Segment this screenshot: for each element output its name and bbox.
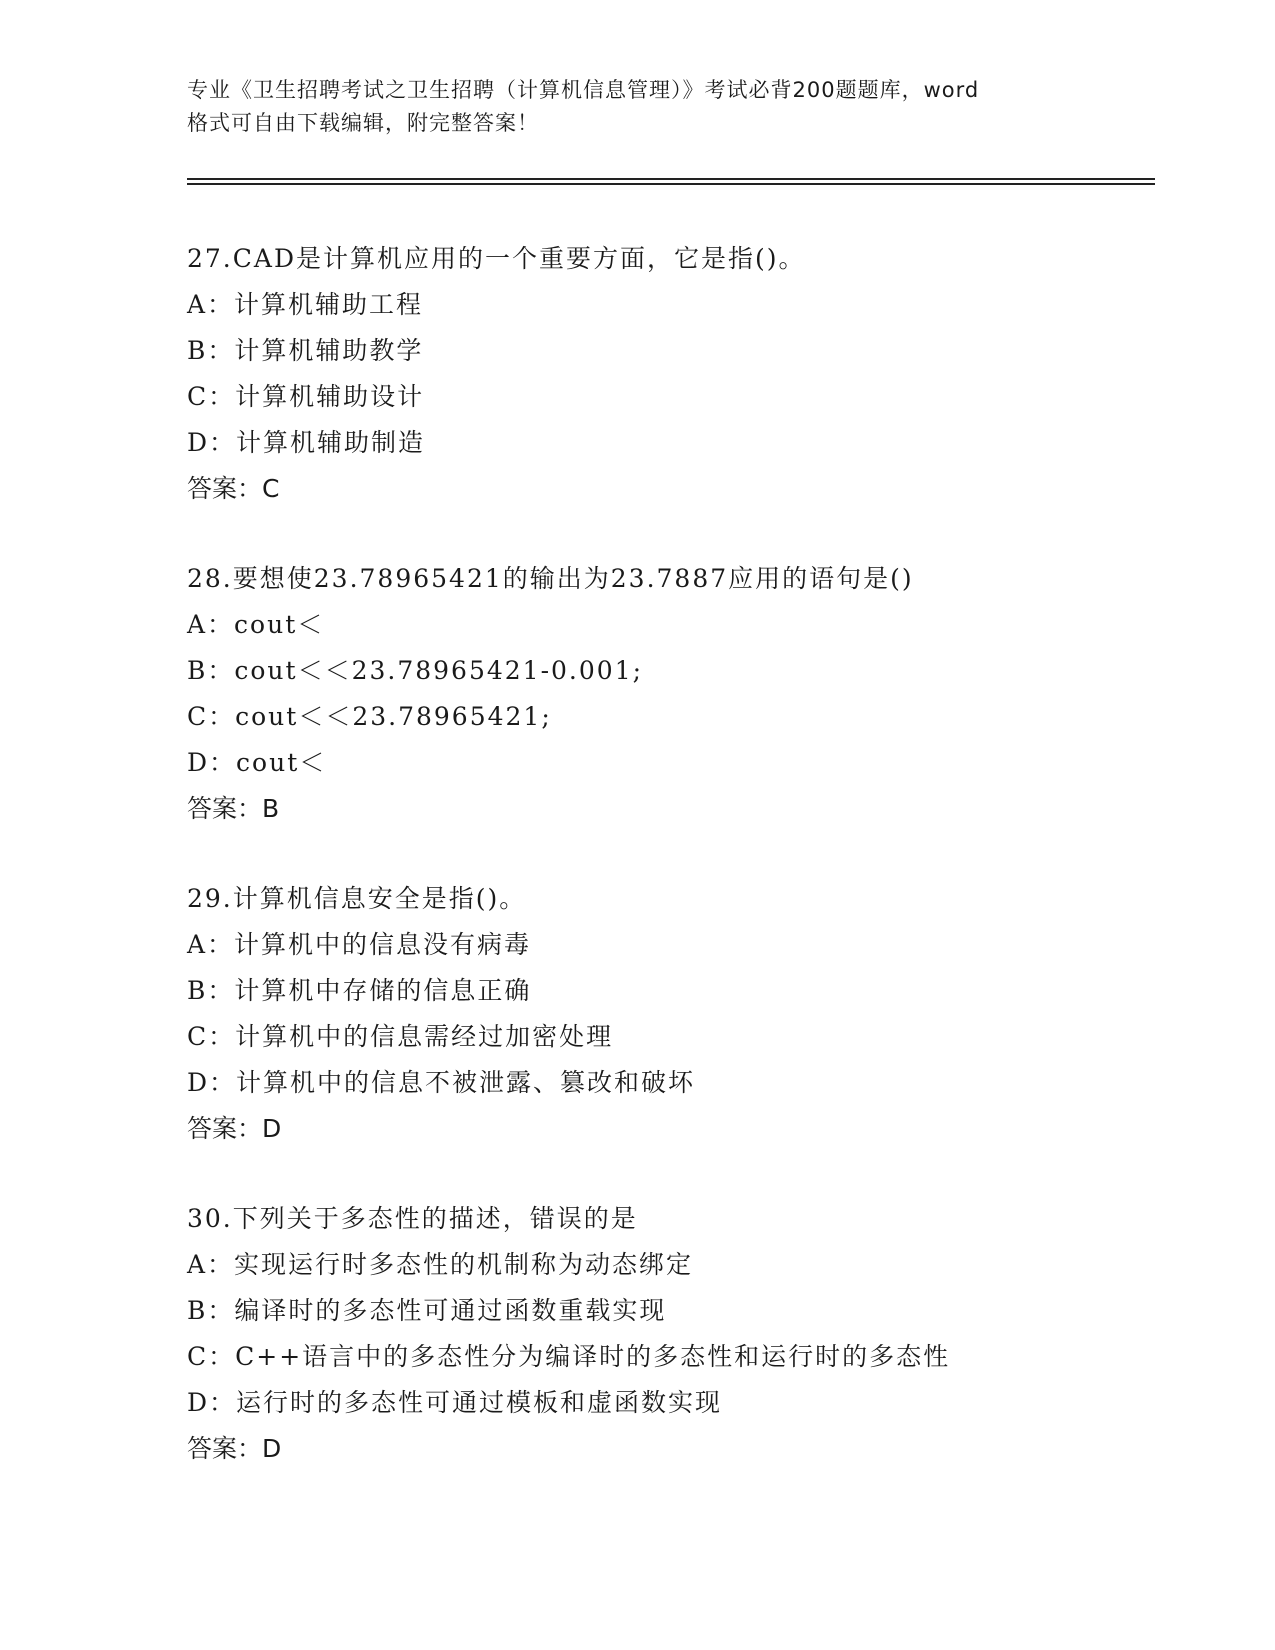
option-a: A：实现运行时多态性的机制称为动态绑定 bbox=[187, 1250, 694, 1279]
option-b: B：编译时的多态性可通过函数重载实现 bbox=[187, 1296, 667, 1325]
header-divider-top bbox=[187, 178, 1155, 180]
option-c: C：计算机中的信息需经过加密处理 bbox=[187, 1022, 614, 1051]
answer-label: 答案：D bbox=[187, 1434, 282, 1463]
question-27 bbox=[187, 236, 1187, 512]
question-28 bbox=[187, 556, 1187, 832]
question-list bbox=[187, 236, 1187, 1472]
question-stem: 30.下列关于多态性的描述，错误的是 bbox=[187, 1204, 638, 1233]
option-c: C：cout＜＜23.78965421; bbox=[187, 702, 552, 731]
option-b: B：计算机中存储的信息正确 bbox=[187, 976, 532, 1005]
question-stem: 28.要想使23.78965421的输出为23.7887应用的语句是() bbox=[187, 564, 914, 593]
option-a: A：计算机辅助工程 bbox=[187, 290, 424, 319]
question-stem: 27.CAD是计算机应用的一个重要方面，它是指()。 bbox=[187, 244, 806, 273]
option-d: D：计算机中的信息不被泄露、篡改和破坏 bbox=[187, 1068, 696, 1097]
header-line-1: 专业《卫生招聘考试之卫生招聘（计算机信息管理）》考试必背200题题库，word bbox=[187, 78, 980, 102]
option-d: D：计算机辅助制造 bbox=[187, 428, 426, 457]
question-29 bbox=[187, 876, 1187, 1152]
option-d: D：运行时的多态性可通过模板和虚函数实现 bbox=[187, 1388, 723, 1417]
option-d: D：cout＜ bbox=[187, 748, 327, 777]
answer-label: 答案：B bbox=[187, 794, 280, 823]
option-a: A：计算机中的信息没有病毒 bbox=[187, 930, 532, 959]
option-a: A：cout＜ bbox=[187, 610, 325, 639]
question-30 bbox=[187, 1196, 1187, 1472]
header-line-2: 格式可自由下载编辑，附完整答案！ bbox=[187, 111, 539, 135]
option-c: C：计算机辅助设计 bbox=[187, 382, 425, 411]
header-divider-bottom bbox=[187, 183, 1155, 185]
question-stem: 29.计算机信息安全是指()。 bbox=[187, 884, 527, 913]
option-c: C：C++语言中的多态性分为编译时的多态性和运行时的多态性 bbox=[187, 1342, 951, 1371]
option-b: B：计算机辅助教学 bbox=[187, 336, 424, 365]
option-b: B：cout＜＜23.78965421-0.001; bbox=[187, 656, 644, 685]
answer-label: 答案：D bbox=[187, 1114, 282, 1143]
document-header bbox=[187, 74, 1087, 140]
answer-label: 答案：C bbox=[187, 474, 280, 503]
